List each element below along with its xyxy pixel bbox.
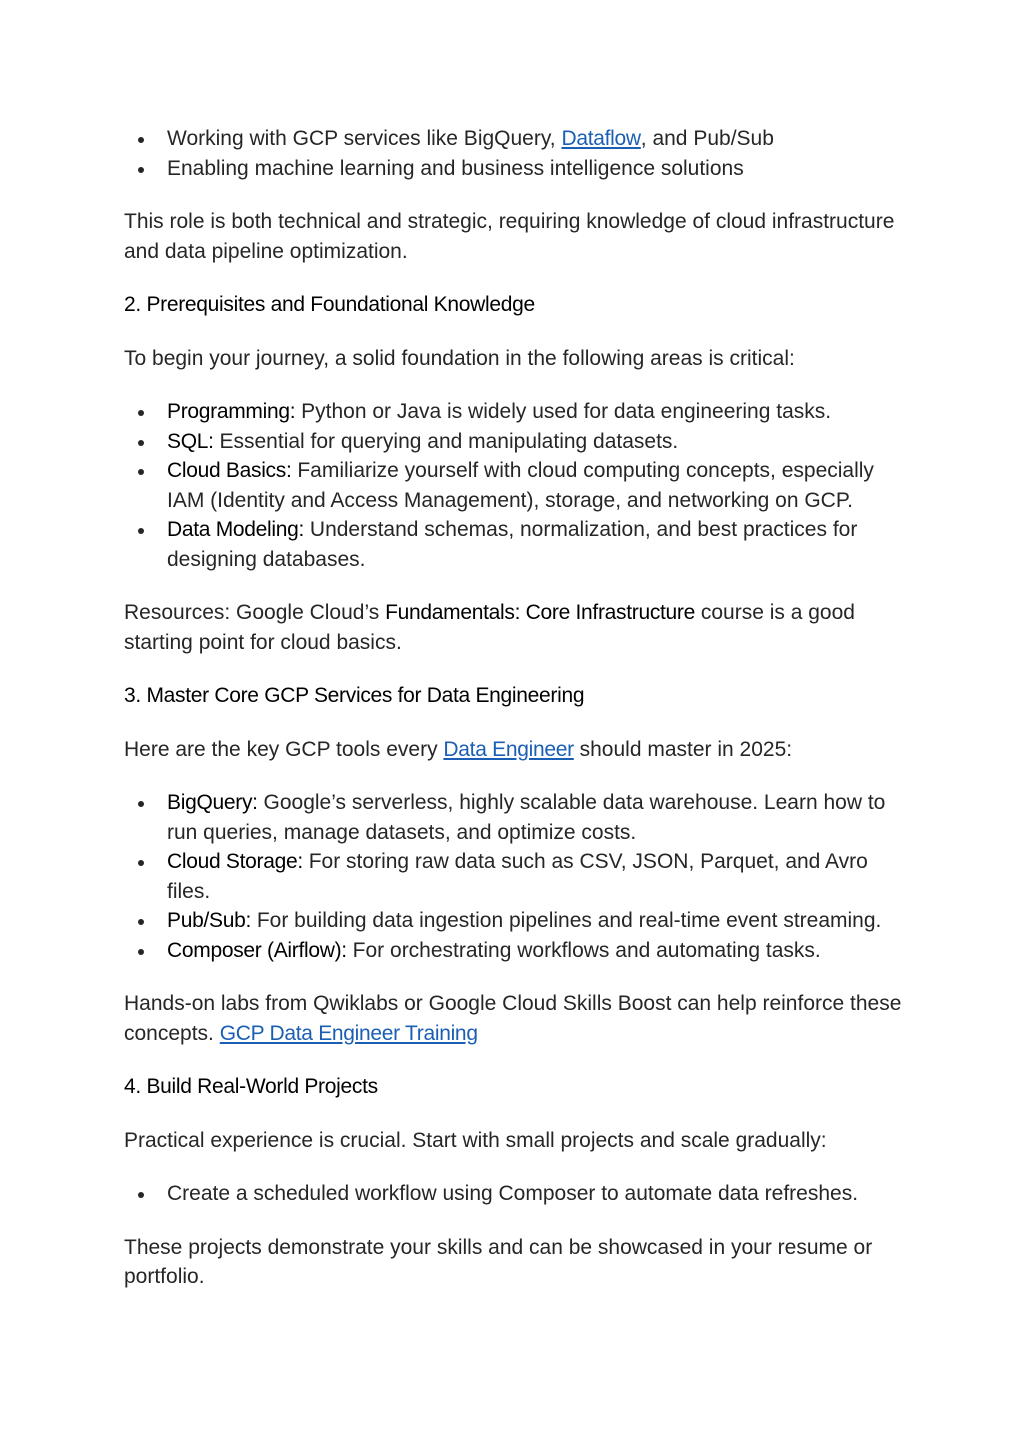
term-label: Cloud Basics: <box>167 459 292 482</box>
list-item: Composer (Airflow): For orchestrating workflows and automating tasks. <box>124 936 904 966</box>
course-name: Fundamentals: Core Infrastructure <box>385 601 696 624</box>
section-2-intro: To begin your journey, a solid foundation in the following areas is critical: <box>124 346 795 370</box>
section-3-heading: 3. Master Core GCP Services for Data Engineering <box>124 684 585 707</box>
term-label: Data Modeling: <box>167 518 305 541</box>
list-item: Cloud Storage: For storing raw data such as CSV, JSON, Parquet, and Avro files. <box>124 847 904 906</box>
gcp-training-link[interactable]: GCP Data Engineer Training <box>219 1021 478 1045</box>
list-item: Cloud Basics: Familiarize yourself with cloud computing concepts, especially IAM (Identity and Access Management), storage, and networking on GCP. <box>124 456 904 515</box>
list-item: BigQuery: Google’s serverless, highly scalable data warehouse. Learn how to run queries, manage datasets, and optimize costs. <box>124 788 904 847</box>
list-item: SQL: Essential for querying and manipulating datasets. <box>124 427 904 457</box>
section-3-intro: Here are the key GCP tools every Data Engineer should master in 2025: <box>124 737 793 761</box>
dataflow-link[interactable]: Dataflow <box>561 127 641 150</box>
list-item: Working with GCP services like BigQuery, Dataflow, and Pub/Sub <box>124 124 904 154</box>
document-page <box>124 124 904 1316</box>
closing-paragraph: These projects demonstrate your skills and can be showcased in your resume or portfolio. <box>124 1235 873 1288</box>
list-item: Enabling machine learning and business intelligence solutions <box>124 154 904 184</box>
resources-paragraph: Resources: Google Cloud’s Fundamentals: Core Infrastructure course is a good starting point for cloud basics. <box>124 601 855 654</box>
section-2-heading: 2. Prerequisites and Foundational Knowledge <box>124 293 535 316</box>
term-label: Composer (Airflow): <box>167 938 347 962</box>
section-4-heading: 4. Build Real-World Projects <box>124 1075 378 1098</box>
term-label: Pub/Sub: <box>167 909 251 932</box>
list-item: Create a scheduled workflow using Composer to automate data refreshes. <box>124 1179 904 1209</box>
labs-paragraph: Hands-on labs from Qwiklabs or Google Cloud Skills Boost can help reinforce these concepts. GCP Data Engineer Training <box>124 992 902 1045</box>
list-item: Pub/Sub: For building data ingestion pipelines and real-time event streaming. <box>124 906 904 936</box>
term-label: Cloud Storage: <box>167 850 303 873</box>
projects-list <box>124 1179 904 1209</box>
term-label: BigQuery: <box>167 791 258 814</box>
data-engineer-link[interactable]: Data Engineer <box>443 737 574 761</box>
term-label: SQL: <box>167 429 214 453</box>
section-4-intro: Practical experience is crucial. Start with small projects and scale gradually: <box>124 1128 827 1152</box>
list-item: Programming: Python or Java is widely used for data engineering tasks. <box>124 397 904 427</box>
term-label: Programming: <box>167 400 296 423</box>
intro-list <box>124 124 904 183</box>
role-paragraph: This role is both technical and strategic, requiring knowledge of cloud infrastructure and data pipeline optimization. <box>124 210 895 263</box>
gcp-services-list <box>124 788 904 965</box>
list-item: Data Modeling: Understand schemas, normalization, and best practices for designing databases. <box>124 515 904 574</box>
prerequisites-list <box>124 397 904 574</box>
